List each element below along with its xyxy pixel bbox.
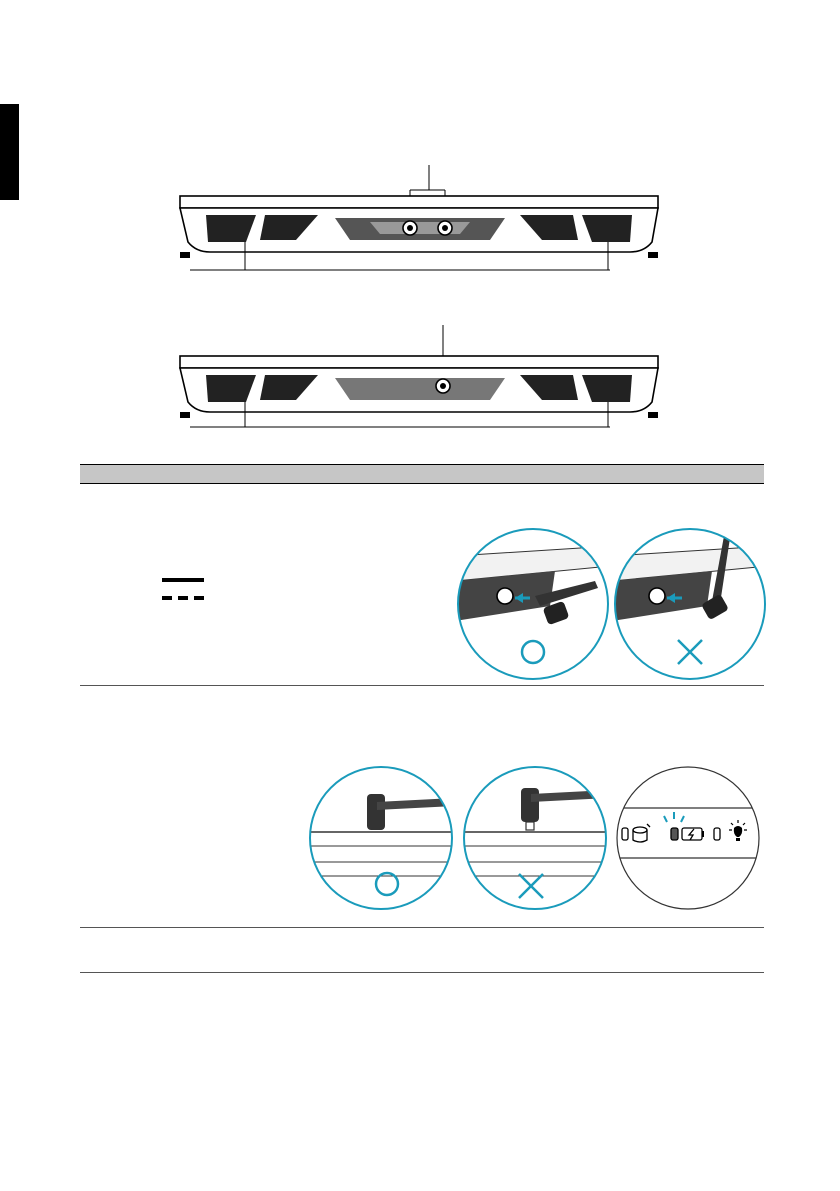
table-header (80, 464, 764, 484)
row-divider (80, 685, 764, 686)
insert-wrong-illustration (612, 526, 768, 682)
insert-correct-illustration (455, 526, 611, 682)
language-tab (0, 104, 19, 200)
rear-view-dual-port-illustration (160, 160, 680, 285)
cable-correct-illustration (307, 764, 455, 912)
row-divider (80, 927, 764, 928)
dc-power-symbol-icon (162, 578, 204, 604)
rear-view-single-port-illustration (160, 320, 680, 435)
indicator-lights-illustration (614, 764, 762, 912)
cable-wrong-illustration (461, 764, 609, 912)
table-bottom-rule (80, 972, 764, 973)
